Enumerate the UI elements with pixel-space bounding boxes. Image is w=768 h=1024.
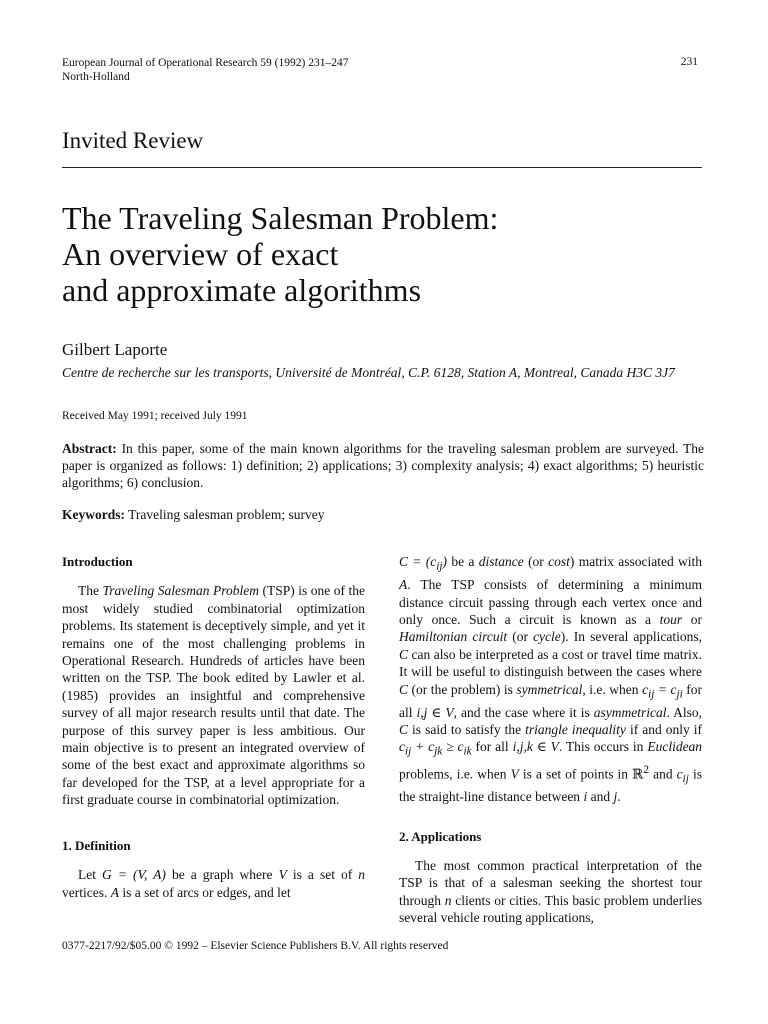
term-tour: tour — [659, 611, 683, 627]
journal-line-1: European Journal of Operational Research 59 (1992) 231–247 — [62, 57, 349, 69]
rc-text-l: if and only if — [629, 722, 703, 738]
def-text-c: is a set of — [292, 867, 353, 883]
author-name: Gilbert Laporte — [62, 340, 168, 359]
intro-text-a: The — [78, 583, 99, 599]
var-i: i — [583, 789, 588, 805]
var-j: j — [613, 789, 618, 805]
def-text-e: is a set of arcs or edges, and let — [122, 884, 291, 900]
term-triangle-inequality: triangle inequality — [525, 722, 626, 738]
rc-text-g: , i.e. when — [582, 681, 639, 697]
paper-title — [62, 200, 702, 308]
rc-text-p: is a set of points in — [522, 766, 629, 782]
real-plane: ℝ — [632, 766, 644, 782]
eq-cji: = c — [657, 681, 677, 697]
app-n: n — [444, 892, 452, 908]
rc-or3: (or — [512, 629, 528, 645]
rc-text-n: . This occurs in — [558, 739, 644, 755]
cij2: c — [676, 766, 683, 782]
title-line-1: The Traveling Salesman Problem: — [62, 200, 499, 236]
def-text-d: vertices. — [62, 884, 108, 900]
def-a: A — [110, 884, 119, 900]
def-text-b: be a graph where — [171, 867, 273, 883]
rc-text-r: is the straight-line distance between — [399, 766, 703, 805]
rc-a: A — [399, 577, 408, 593]
rc-and: and — [590, 789, 611, 805]
rc-text-c: . The TSP consists of determining a minimum distance circuit passing through each vertex once and only once. Such a circuit is known as a — [399, 577, 702, 627]
rc-text-b: ) matrix associated with — [569, 554, 703, 569]
introduction-heading: Introduction — [62, 554, 133, 569]
rc-end: . — [617, 789, 621, 805]
journal-citation — [62, 56, 348, 84]
copyright-footer: 0377-2217/92/$05.00 © 1992 – Elsevier Science Publishers B.V. All rights reserved — [62, 940, 449, 952]
ijk-in-v: i,j,k ∈ V — [512, 739, 559, 755]
rc-text-i: , and the case where it is — [453, 704, 590, 720]
applications-heading: 2. Applications — [399, 828, 482, 844]
def-text-a: Let — [78, 867, 96, 883]
rc-text-j: . Also, — [666, 704, 703, 720]
ineq-c2: + c — [415, 739, 435, 755]
ij-in-v: i,j ∈ V — [416, 704, 454, 720]
cij-sub: ij — [648, 688, 655, 701]
keywords — [62, 506, 704, 523]
def-graph: G = (V, A) — [102, 867, 166, 883]
term-distance: distance — [478, 554, 524, 569]
keywords-label: Keywords: — [62, 507, 125, 522]
c-matrix: C = (c — [399, 554, 437, 569]
applications-paragraph — [399, 857, 702, 927]
ineq-sub2: jk — [434, 746, 443, 759]
abstract-label: Abstract: — [62, 441, 117, 456]
intro-text-b: (TSP) is one of the most widely studied combinatorial optimization problems. Its statement is deceptively simple, and yet it remains one of the most challenging problems in Operational Research. Hundreds of articles have been written on the TSP. The book edited by Lawler et al. (1985) provides an insightful and comprehensive survey of all major research results until that date. The purpose of this survey paper is less ambitious. Our main objective is to present an integrated overview of some of the best exact and approximate algorithms so far developed for the TSP, at a level appropriate for a first graduate course in combinatorial optimization. — [62, 583, 365, 808]
section-type: Invited Review — [62, 128, 204, 153]
rc-or: (or — [528, 554, 544, 569]
left-column — [62, 553, 365, 901]
introduction-paragraph — [62, 582, 365, 808]
definition-paragraph — [62, 866, 365, 901]
term-asymmetrical: asymmetrical — [593, 704, 667, 720]
term-symmetrical: symmetrical — [516, 681, 583, 697]
cij2-sub: ij — [682, 772, 689, 785]
right-column — [399, 553, 702, 927]
abstract — [62, 440, 704, 491]
rc-text-q: and — [653, 766, 673, 782]
rc-text-f: (or the problem) is — [411, 681, 513, 697]
term-cost: cost — [548, 554, 570, 569]
abstract-text: In this paper, some of the main known algorithms for the traveling salesman problem are surveyed. The paper is organized as follows: 1) definition; 2) applications; 3) complexity analysis; 4) exact algorithms; 5) heuristic algorithms; 6) conclusion. — [62, 441, 705, 490]
author-affiliation: Centre de recherche sur les transports, Université de Montréal, C.P. 6128, Station A, Montreal, Canada H3C 3J7 — [62, 365, 675, 380]
ineq-c1: c — [399, 739, 405, 755]
rc-c3: C — [399, 722, 409, 738]
title-line-3: and approximate algorithms — [62, 272, 422, 308]
matrix-paragraph — [399, 553, 702, 806]
real-plane-sup: 2 — [643, 763, 649, 776]
cij: c — [642, 681, 649, 697]
rc-v: V — [510, 766, 519, 782]
rc-c: C — [399, 646, 409, 662]
ineq-sub3: ik — [463, 746, 472, 759]
rc-text-e: can also be interpreted as a cost or travel time matrix. It will be useful to distinguish between the cases where — [399, 646, 703, 680]
rc-c2: C — [399, 681, 409, 697]
rc-text-a: be a — [451, 554, 475, 569]
definition-heading: 1. Definition — [62, 837, 131, 853]
def-v: V — [278, 867, 287, 883]
app-text-b: clients or cities. This basic problem underlies several vehicle routing applications, — [399, 892, 703, 926]
keywords-text: Traveling salesman problem; survey — [128, 507, 325, 522]
title-line-2: An overview of exact — [62, 236, 339, 272]
c-matrix-close: ) — [442, 554, 448, 569]
intro-term: Traveling Salesman Problem — [102, 583, 259, 599]
term-hamiltonian: Hamiltonian circuit — [399, 629, 508, 645]
app-text-a: The most common practical interpretation of the TSP is that of a salesman seeking the shortest tour through — [399, 857, 702, 908]
term-cycle: cycle — [533, 629, 561, 645]
rc-or2: or — [690, 611, 703, 627]
page-number: 231 — [680, 56, 698, 68]
received-dates: Received May 1991; received July 1991 — [62, 410, 248, 422]
rc-text-m: for all — [475, 739, 509, 755]
term-euclidean: Euclidean — [647, 739, 703, 755]
rc-text-h: for all — [399, 681, 703, 720]
rc-text-o: problems, i.e. when — [399, 766, 507, 782]
ineq-c3: ≥ c — [446, 739, 464, 755]
def-n: n — [358, 867, 366, 883]
journal-line-2: North-Holland — [62, 71, 130, 83]
header-rule — [62, 167, 702, 168]
cji-sub: ji — [676, 688, 683, 701]
rc-text-k: is said to satisfy the — [412, 722, 522, 738]
ineq-sub1: ij — [405, 746, 412, 759]
c-matrix-sub: ij — [436, 560, 443, 573]
rc-text-d: ). In several applications, — [560, 629, 703, 645]
